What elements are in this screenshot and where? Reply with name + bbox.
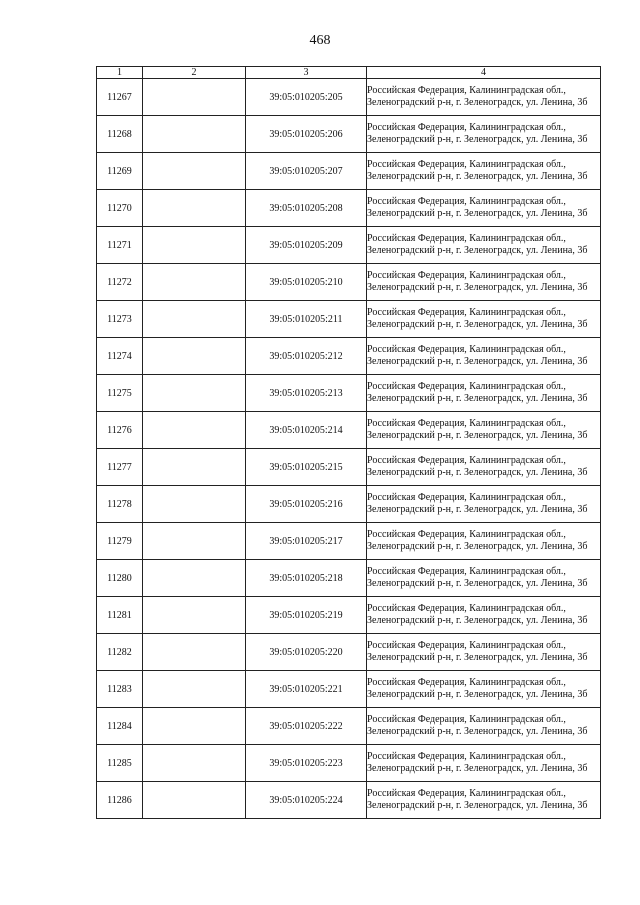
record-number-cell: 11272 [97,264,143,301]
cadastral-number-cell: 39:05:010205:210 [246,264,367,301]
address-cell: Российская Федерация, Калининградская обл., Зеленоградский р-н, г. Зеленоградск, ул. Ленина, 3б [367,597,601,634]
cadastral-number-cell: 39:05:010205:218 [246,560,367,597]
empty-column-cell [143,190,246,227]
cadastral-number-cell: 39:05:010205:208 [246,190,367,227]
table-row [97,560,601,597]
table-row [97,523,601,560]
record-number-cell: 11271 [97,227,143,264]
cadastral-number-cell: 39:05:010205:223 [246,745,367,782]
address-cell: Российская Федерация, Калининградская обл., Зеленоградский р-н, г. Зеленоградск, ул. Ленина, 3б [367,227,601,264]
empty-column-cell [143,153,246,190]
record-number-cell: 11277 [97,449,143,486]
record-number-cell: 11282 [97,634,143,671]
empty-column-cell [143,671,246,708]
cadastral-number-cell: 39:05:010205:209 [246,227,367,264]
address-cell: Российская Федерация, Калининградская обл., Зеленоградский р-н, г. Зеленоградск, ул. Ленина, 3б [367,782,601,819]
empty-column-cell [143,338,246,375]
cadastral-number-cell: 39:05:010205:221 [246,671,367,708]
table-row [97,116,601,153]
cadastral-number-cell: 39:05:010205:215 [246,449,367,486]
cadastral-number-cell: 39:05:010205:214 [246,412,367,449]
empty-column-cell [143,375,246,412]
table-row [97,782,601,819]
empty-column-cell [143,449,246,486]
record-number-cell: 11267 [97,79,143,116]
registry-table [96,66,601,819]
table-row [97,708,601,745]
record-number-cell: 11269 [97,153,143,190]
table-row [97,264,601,301]
address-cell: Российская Федерация, Калининградская обл., Зеленоградский р-н, г. Зеленоградск, ул. Ленина, 3б [367,264,601,301]
record-number-cell: 11268 [97,116,143,153]
cadastral-number-cell: 39:05:010205:205 [246,79,367,116]
address-cell: Российская Федерация, Калининградская обл., Зеленоградский р-н, г. Зеленоградск, ул. Ленина, 3б [367,412,601,449]
record-number-cell: 11278 [97,486,143,523]
record-number-cell: 11274 [97,338,143,375]
record-number-cell: 11276 [97,412,143,449]
empty-column-cell [143,782,246,819]
cadastral-number-cell: 39:05:010205:211 [246,301,367,338]
cadastral-number-cell: 39:05:010205:207 [246,153,367,190]
record-number-cell: 11270 [97,190,143,227]
cadastral-number-cell: 39:05:010205:224 [246,782,367,819]
empty-column-cell [143,597,246,634]
column-header-1: 1 [97,67,143,79]
column-header-3: 3 [246,67,367,79]
table-row [97,153,601,190]
registry-table-body [97,67,601,819]
address-cell: Российская Федерация, Калининградская обл., Зеленоградский р-н, г. Зеленоградск, ул. Ленина, 3б [367,634,601,671]
address-cell: Российская Федерация, Калининградская обл., Зеленоградский р-н, г. Зеленоградск, ул. Ленина, 3б [367,190,601,227]
record-number-cell: 11280 [97,560,143,597]
address-cell: Российская Федерация, Калининградская обл., Зеленоградский р-н, г. Зеленоградск, ул. Ленина, 3б [367,375,601,412]
table-row [97,449,601,486]
cadastral-number-cell: 39:05:010205:222 [246,708,367,745]
empty-column-cell [143,634,246,671]
table-row [97,412,601,449]
table-row [97,375,601,412]
cadastral-number-cell: 39:05:010205:213 [246,375,367,412]
table-row [97,79,601,116]
address-cell: Российская Федерация, Калининградская обл., Зеленоградский р-н, г. Зеленоградск, ул. Ленина, 3б [367,116,601,153]
empty-column-cell [143,116,246,153]
table-row [97,190,601,227]
address-cell: Российская Федерация, Калининградская обл., Зеленоградский р-н, г. Зеленоградск, ул. Ленина, 3б [367,560,601,597]
address-cell: Российская Федерация, Калининградская обл., Зеленоградский р-н, г. Зеленоградск, ул. Ленина, 3б [367,745,601,782]
address-cell: Российская Федерация, Калининградская обл., Зеленоградский р-н, г. Зеленоградск, ул. Ленина, 3б [367,708,601,745]
cadastral-number-cell: 39:05:010205:206 [246,116,367,153]
table-row [97,634,601,671]
empty-column-cell [143,79,246,116]
record-number-cell: 11285 [97,745,143,782]
empty-column-cell [143,227,246,264]
table-row [97,227,601,264]
address-cell: Российская Федерация, Калининградская обл., Зеленоградский р-н, г. Зеленоградск, ул. Ленина, 3б [367,671,601,708]
column-header-2: 2 [143,67,246,79]
cadastral-number-cell: 39:05:010205:212 [246,338,367,375]
empty-column-cell [143,486,246,523]
column-header-4: 4 [367,67,601,79]
empty-column-cell [143,523,246,560]
record-number-cell: 11284 [97,708,143,745]
table-header-row [97,67,601,79]
empty-column-cell [143,412,246,449]
cadastral-number-cell: 39:05:010205:216 [246,486,367,523]
empty-column-cell [143,301,246,338]
table-row [97,671,601,708]
table-row [97,301,601,338]
cadastral-number-cell: 39:05:010205:217 [246,523,367,560]
empty-column-cell [143,560,246,597]
address-cell: Российская Федерация, Калининградская обл., Зеленоградский р-н, г. Зеленоградск, ул. Ленина, 3б [367,486,601,523]
address-cell: Российская Федерация, Калининградская обл., Зеленоградский р-н, г. Зеленоградск, ул. Ленина, 3б [367,153,601,190]
address-cell: Российская Федерация, Калининградская обл., Зеленоградский р-н, г. Зеленоградск, ул. Ленина, 3б [367,523,601,560]
address-cell: Российская Федерация, Калининградская обл., Зеленоградский р-н, г. Зеленоградск, ул. Ленина, 3б [367,338,601,375]
record-number-cell: 11279 [97,523,143,560]
record-number-cell: 11275 [97,375,143,412]
empty-column-cell [143,264,246,301]
empty-column-cell [143,708,246,745]
cadastral-number-cell: 39:05:010205:220 [246,634,367,671]
table-row [97,338,601,375]
record-number-cell: 11281 [97,597,143,634]
empty-column-cell [143,745,246,782]
page-number: 468 [309,33,331,48]
address-cell: Российская Федерация, Калининградская обл., Зеленоградский р-н, г. Зеленоградск, ул. Ленина, 3б [367,79,601,116]
table-row [97,597,601,634]
record-number-cell: 11283 [97,671,143,708]
table-row [97,486,601,523]
record-number-cell: 11273 [97,301,143,338]
address-cell: Российская Федерация, Калининградская обл., Зеленоградский р-н, г. Зеленоградск, ул. Ленина, 3б [367,449,601,486]
table-row [97,745,601,782]
address-cell: Российская Федерация, Калининградская обл., Зеленоградский р-н, г. Зеленоградск, ул. Ленина, 3б [367,301,601,338]
cadastral-number-cell: 39:05:010205:219 [246,597,367,634]
record-number-cell: 11286 [97,782,143,819]
